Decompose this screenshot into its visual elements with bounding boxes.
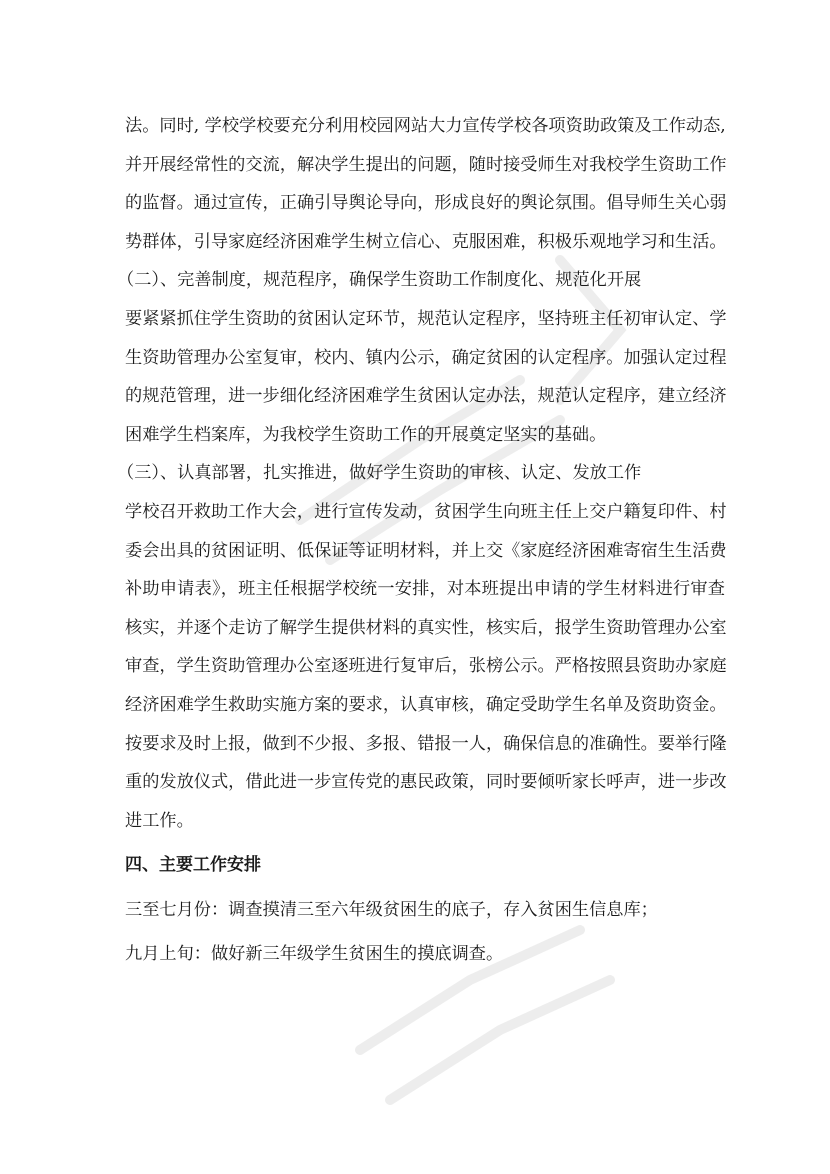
paragraph-line: 审查，学生资助管理办公室逐班进行复审后，张榜公示。严格按照县资助办家庭 — [125, 656, 727, 677]
paragraph-line: 的监督。通过宣传，正确引导舆论导向，形成良好的舆论氛围。倡导师生关心弱 — [125, 193, 727, 214]
paragraph-line: 重的发放仪式，借此进一步宣传党的惠民政策，同时要倾听家长呼声，进一步改 — [125, 772, 727, 793]
section-heading-3: （三）、认真部署，扎实推进，做好学生资助的审核、认定、发放工作 — [117, 463, 642, 484]
paragraph-line: 核实，并逐个走访了解学生提供材料的真实性，核实后，报学生资助管理办公室 — [125, 617, 727, 638]
paragraph-line: 法。同时, 学校学校要充分利用校园网站大力宣传学校各项资助政策及工作动态, — [125, 116, 726, 136]
schedule-item: 九月上旬：做好新三年级学生贫困生的摸底调查。 — [125, 944, 504, 965]
document-body — [117, 107, 727, 974]
paragraph-line: 并开展经常性的交流，解决学生提出的问题，随时接受师生对我校学生资助工作 — [125, 154, 727, 175]
paragraph-line: 困难学生档案库，为我校学生资助工作的开展奠定坚实的基础。 — [125, 424, 607, 445]
paragraph-line: 经济困难学生救助实施方案的要求，认真审核，确定受助学生名单及资助资金。 — [125, 694, 727, 715]
paragraph-line: 进工作。 — [125, 810, 194, 831]
paragraph-line: 生资助管理办公室复审，校内、镇内公示，确定贫困的认定程序。加强认定过程 — [125, 347, 727, 368]
paragraph-line: 补助申请表》，班主任根据学校统一安排，对本班提出申请的学生材料进行审查 — [125, 579, 725, 600]
paragraph-line: 势群体，引导家庭经济困难学生树立信心、克服困难，积极乐观地学习和生活。 — [125, 231, 727, 252]
paragraph-line: 要紧紧抓住学生资助的贫困认定环节，规范认定程序，坚持班主任初审认定、学 — [125, 308, 727, 329]
paragraph-line: 的规范管理，进一步细化经济困难学生贫困认定办法，规范认定程序，建立经济 — [125, 386, 727, 407]
section-heading-4: 四、主要工作安排 — [125, 855, 261, 876]
paragraph-line: 学校召开救助工作大会，进行宣传发动，贫困学生向班主任上交户籍复印件、村 — [125, 501, 727, 522]
section-heading-2: （二）、完善制度，规范程序，确保学生资助工作制度化、规范化开展 — [117, 270, 642, 291]
schedule-item: 三至七月份：调查摸清三至六年级贫困生的底子，存入贫困生信息库； — [125, 899, 658, 920]
paragraph-line: 按要求及时上报，做到不少报、多报、错报一人，确保信息的准确性。要举行隆 — [125, 733, 727, 754]
paragraph-line: 委会出具的贫困证明、低保证等证明材料，并上交《家庭经济困难寄宿生生活费 — [125, 540, 727, 561]
